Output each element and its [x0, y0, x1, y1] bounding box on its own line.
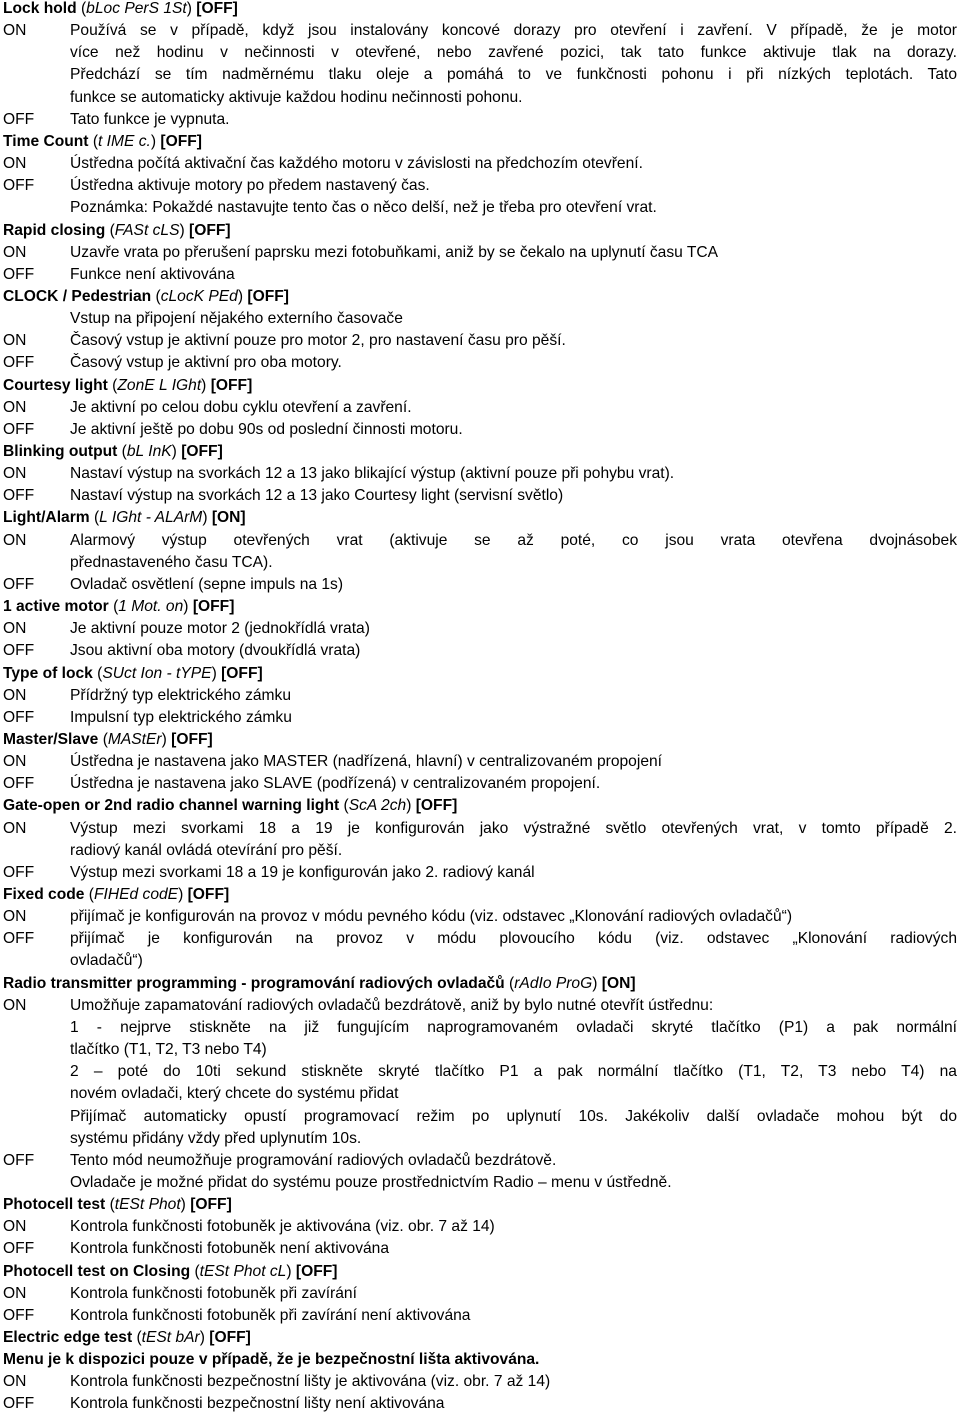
option-text: Vstup na připojení nějakého externího časovače: [70, 310, 403, 328]
option-label: OFF: [3, 265, 35, 283]
display-code: FIHEd codE: [94, 886, 179, 903]
option-label: ON: [3, 531, 27, 549]
option-label: OFF: [3, 708, 35, 726]
option-line: [0, 1083, 960, 1105]
section-heading: [3, 375, 252, 397]
display-code: tESt Phot cL: [199, 1262, 287, 1280]
title-open-paren: (: [151, 287, 161, 305]
option-line: [0, 1371, 960, 1393]
default-value: [OFF]: [188, 598, 235, 615]
section-title: Light/Alarm: [3, 509, 90, 527]
option-line: [0, 685, 960, 707]
option-label: OFF: [3, 775, 35, 793]
title-open-paren: (: [88, 132, 99, 150]
option-text: Výstup mezi svorkami 18 a 19 je konfigurován jako 2. radiový kanál: [70, 863, 535, 881]
section-heading: [3, 1327, 251, 1349]
default-value: [OFF]: [176, 443, 223, 460]
option-line: [0, 264, 960, 286]
section-title: Electric edge test: [3, 1329, 133, 1346]
display-code: tESt bAr: [141, 1329, 200, 1346]
title-close-paren: ): [150, 132, 157, 150]
option-label: OFF: [3, 1151, 35, 1169]
option-label: ON: [3, 908, 27, 926]
option-text: 1 - nejprve stiskněte na již fungujícím naprogramovaném ovladači skryté tlačítko (P1) a pak normální: [70, 1018, 957, 1036]
option-text: Kontrola funkčnosti bezpečnostní lišty není aktivována: [70, 1395, 445, 1413]
option-line: [0, 352, 960, 374]
section-title: CLOCK / Pedestrian: [3, 287, 152, 305]
section-title: Radio transmitter programming - programování radiových ovladačů: [3, 974, 505, 992]
title-open-paren: (: [107, 376, 118, 394]
default-value: [OFF]: [191, 0, 238, 17]
option-label: ON: [3, 753, 27, 771]
option-text: Je aktivní pouze motor 2 (jednokřídlá vrata): [70, 620, 370, 638]
section-title: Courtesy light: [3, 376, 108, 394]
option-label: OFF: [3, 1240, 35, 1258]
title-open-paren: (: [190, 1262, 200, 1280]
option-text: Alarmový výstup otevřených vrat (aktivuje se až poté, co jsou vrata otevřena dvojnásobek: [70, 531, 957, 549]
title-close-paren: ): [406, 797, 412, 815]
section-heading: [3, 729, 213, 751]
option-line: [0, 1039, 960, 1061]
option-line: [0, 87, 960, 109]
title-close-paren: ): [211, 664, 217, 682]
option-line: [0, 485, 960, 507]
title-open-paren: (: [105, 1196, 115, 1214]
option-line: [0, 707, 960, 729]
option-label: ON: [3, 155, 27, 172]
option-text: Tato funkce je vypnuta.: [70, 110, 230, 128]
display-code: ZonE L IGht: [117, 376, 202, 394]
title-close-paren: ): [237, 287, 244, 305]
option-label: OFF: [3, 863, 35, 881]
option-text: Kontrola funkčnosti fotobuněk při zavírání: [70, 1284, 357, 1302]
option-line: [0, 862, 960, 884]
option-text: Impulsní typ elektrického zámku: [70, 708, 292, 726]
option-line: [0, 1061, 960, 1083]
option-label: OFF: [3, 1395, 35, 1413]
option-label: ON: [3, 996, 27, 1014]
title-close-paren: ): [161, 730, 167, 748]
option-line: [0, 950, 960, 972]
section-heading: [3, 131, 202, 153]
option-line: [0, 197, 960, 219]
option-text: Kontrola funkčnosti fotobuněk je aktivována (viz. obr. 7 až 14): [70, 1218, 495, 1236]
option-text: Ústředna je nastavena jako SLAVE (podřízená) v centralizovaném propojení.: [70, 775, 601, 793]
option-text: přijímač je konfigurován na provoz v módu pevného kódu (viz. odstavec „Klonování radiových ovladačů“): [70, 908, 793, 926]
section-heading: [3, 663, 263, 685]
section-heading: [3, 795, 457, 817]
option-line: [0, 1393, 960, 1415]
option-label: OFF: [3, 177, 35, 195]
option-label: ON: [3, 243, 27, 261]
section-heading: [3, 0, 238, 20]
section-heading: [3, 884, 229, 906]
option-label: ON: [3, 465, 27, 483]
display-code: tESt Phot: [114, 1196, 181, 1214]
option-text: Tento mód neumožňuje programování radiových ovladačů bezdrátově.: [70, 1151, 557, 1169]
option-text: Kontrola funkčnosti fotobuněk není aktivována: [70, 1240, 390, 1258]
option-text: tlačítko (T1, T2, T3 nebo T4): [70, 1041, 267, 1058]
section-title: Blinking output: [3, 443, 118, 460]
option-text: Ovladače je možné přidat do systému pouze prostřednictvím Radio – menu v ústředně.: [70, 1173, 672, 1191]
option-text: Časový vstup je aktivní pouze pro motor 2, pro nastavení času pro pěší.: [70, 332, 566, 350]
option-text: systému přidány vždy před uplynutím 10s.: [70, 1129, 362, 1147]
option-label: ON: [3, 686, 27, 704]
option-text: Je aktivní ještě po dobu 90s od poslední činnosti motoru.: [70, 420, 463, 438]
display-code: cLocK PEd: [160, 287, 238, 305]
option-text: Ústředna je nastavena jako MASTER (nadřízená, hlavní) v centralizovaném propojení: [70, 753, 662, 771]
note-text: Menu je k dispozici pouze v případě, že je bezpečnostní lišta aktivována.: [3, 1351, 540, 1369]
option-text: Používá se v případě, když jsou instalovány koncové dorazy pro otevření i zavření. V případě, že je motor: [70, 22, 957, 40]
default-value: [OFF]: [206, 376, 253, 394]
option-text: Nastaví výstup na svorkách 12 a 13 jako Courtesy light (servisní světlo): [70, 487, 564, 505]
option-line: [0, 773, 960, 795]
display-code: t IME c.: [98, 132, 151, 150]
default-value: [OFF]: [216, 664, 263, 682]
option-line: [0, 1238, 960, 1260]
display-code: ScA 2ch: [348, 797, 407, 815]
section-title: Photocell test on Closing: [3, 1262, 191, 1280]
option-line: [0, 1216, 960, 1238]
title-close-paren: ): [186, 0, 192, 17]
option-text: více než hodinu v nečinnosti v otevřené, nebo zavřené pozici, tak tato funkce aktivuje tlak na dorazy.: [70, 44, 957, 62]
title-close-paren: ): [179, 221, 185, 239]
option-text: Funkce není aktivována: [70, 265, 235, 283]
title-open-paren: (: [84, 886, 94, 903]
option-line: [0, 1150, 960, 1172]
section-title: Photocell test: [3, 1196, 106, 1214]
title-open-paren: (: [504, 974, 515, 992]
title-close-paren: ): [199, 1329, 205, 1346]
title-close-paren: ): [178, 886, 184, 903]
option-line: [0, 818, 960, 840]
option-text: Nastaví výstup na svorkách 12 a 13 jako blikající výstup (aktivní pouze při pohybu vrat).: [70, 465, 675, 483]
option-text: novém ovladači, který chcete do systému přidat: [70, 1085, 399, 1103]
option-label: ON: [3, 22, 27, 40]
section-title: Gate-open or 2nd radio channel warning light: [3, 797, 340, 815]
section-heading: [3, 1194, 232, 1216]
option-text: Ovladač osvětlení (sepne impuls na 1s): [70, 575, 344, 593]
display-code: SUct Ion - tYPE: [102, 664, 212, 682]
option-text: Výstup mezi svorkami 18 a 19 je konfigurován jako výstražné světlo otevřených vrat, v tomto případě 2.: [70, 819, 957, 837]
default-value: [OFF]: [411, 797, 458, 815]
title-close-paren: ): [180, 1196, 186, 1214]
option-label: OFF: [3, 110, 35, 128]
title-open-paren: (: [108, 598, 119, 615]
title-close-paren: ): [202, 509, 208, 527]
option-label: OFF: [3, 354, 35, 372]
title-close-paren: ): [201, 376, 207, 394]
option-text: Předchází se tím nadměrnému tlaku oleje a pomáhá to ve funkčnosti pohonu i při nízkých teplotách. Tato: [70, 66, 957, 84]
default-value: [OFF]: [204, 1329, 251, 1346]
section-heading: [3, 1261, 337, 1283]
option-line: [0, 419, 960, 441]
section-heading: [3, 973, 636, 995]
option-text: přednastaveného času TCA).: [70, 553, 273, 571]
section-title: Master/Slave: [3, 730, 99, 748]
option-text: Je aktivní po celou dobu cyklu otevření a zavření.: [70, 398, 412, 416]
title-open-paren: (: [89, 509, 100, 527]
option-line: [0, 1017, 960, 1039]
option-line: [0, 906, 960, 928]
option-text: Přídržný typ elektrického zámku: [70, 686, 291, 704]
option-text: Časový vstup je aktivní pro oba motory.: [70, 354, 342, 372]
title-open-paren: (: [105, 221, 115, 239]
option-line: [0, 1283, 960, 1305]
option-label: ON: [3, 819, 27, 837]
option-label: OFF: [3, 642, 35, 660]
option-line: [0, 840, 960, 862]
option-line: [0, 463, 960, 485]
section-heading: [3, 441, 223, 463]
default-value: [OFF]: [156, 132, 202, 150]
option-text: 2 – poté do 10ti sekund stiskněte skryté tlačítko P1 a pak normální tlačítko (T1, T2, T3 nebo T4) na: [70, 1063, 957, 1081]
option-text: přijímač je konfigurován na provoz v módu plovoucího kódu (viz. odstavec „Klonování radiových: [70, 930, 957, 948]
option-label: ON: [3, 398, 27, 416]
option-line: [0, 242, 960, 264]
option-label: OFF: [3, 1306, 35, 1324]
option-text: funkce se automaticky aktivuje každou hodinu nečinnosti pohonu.: [70, 88, 523, 106]
option-label: OFF: [3, 420, 35, 438]
display-code: L IGht - ALArM: [99, 509, 203, 527]
default-value: [OFF]: [291, 1262, 338, 1280]
option-line: [0, 618, 960, 640]
option-line: [0, 574, 960, 596]
default-value: [OFF]: [243, 287, 289, 305]
option-line: [0, 928, 960, 950]
option-label: OFF: [3, 575, 35, 593]
default-value: [OFF]: [185, 1196, 232, 1214]
title-close-paren: ): [286, 1262, 292, 1280]
option-label: OFF: [3, 487, 35, 505]
option-label: ON: [3, 620, 27, 638]
title-close-paren: ): [183, 598, 189, 615]
option-line: [0, 640, 960, 662]
option-text: Přijímač automaticky opustí programovací režim po uplynutí 10s. Jakékoliv další ovladače mohou být do: [70, 1107, 957, 1125]
option-line: [0, 397, 960, 419]
title-open-paren: (: [98, 730, 108, 748]
option-text: Poznámka: Pokaždé nastavujte tento čas o něco delší, než je třeba pro otevření vrat.: [70, 199, 657, 217]
option-text: Kontrola funkčnosti bezpečnostní lišty je aktivována (viz. obr. 7 až 14): [70, 1373, 551, 1391]
option-line: [0, 109, 960, 131]
option-label: OFF: [3, 930, 35, 948]
display-code: MAStEr: [107, 730, 162, 748]
option-label: ON: [3, 332, 27, 350]
default-value: [OFF]: [183, 886, 230, 903]
option-text: radiový kanál ovládá otevírání pro pěší.: [70, 841, 343, 859]
section-title: Time Count: [3, 132, 89, 150]
section-heading: [3, 220, 231, 242]
option-line: [0, 20, 960, 42]
section-heading: [3, 596, 234, 618]
option-line: [0, 308, 960, 330]
option-text: Ústředna počítá aktivační čas každého motoru v závislosti na předchozím otevření.: [70, 155, 643, 172]
display-code: 1 Mot. on: [118, 598, 184, 615]
option-line: [0, 64, 960, 86]
option-label: ON: [3, 1284, 27, 1302]
option-line: [0, 42, 960, 64]
display-code: bLoc PerS 1St: [86, 0, 187, 17]
option-text: Umožňuje zapamatování radiových ovladačů bezdrátově, aniž by bylo nutné otevřít ústřednu:: [70, 996, 714, 1014]
display-code: FASt cLS: [114, 221, 180, 239]
title-close-paren: ): [592, 974, 598, 992]
title-open-paren: (: [132, 1329, 142, 1346]
option-text: Uzavře vrata po přerušení paprsku mezi fotobuňkami, aniž by se čekalo na uplynutí času TCA: [70, 243, 719, 261]
option-line: [0, 330, 960, 352]
option-line: [0, 153, 960, 175]
option-line: [0, 1305, 960, 1327]
default-value: [OFF]: [166, 730, 213, 748]
option-label: ON: [3, 1218, 27, 1236]
option-text: Jsou aktivní oba motory (dvoukřídlá vrata): [70, 642, 361, 660]
default-value: [ON]: [597, 974, 636, 992]
option-line: [0, 1172, 960, 1194]
display-code: rAdIo ProG: [514, 974, 593, 992]
option-line: [0, 530, 960, 552]
section-title: 1 active motor: [3, 598, 109, 615]
option-line: [0, 995, 960, 1017]
section-heading: [3, 507, 246, 529]
section-title: Fixed code: [3, 886, 85, 903]
option-text: ovladačů“): [70, 952, 143, 970]
option-line: [0, 175, 960, 197]
title-close-paren: ): [171, 443, 177, 460]
option-label: ON: [3, 1373, 27, 1391]
title-open-paren: (: [117, 443, 127, 460]
section-heading: [3, 286, 289, 308]
default-value: [OFF]: [184, 221, 231, 239]
option-line: [0, 552, 960, 574]
option-text: Ústředna aktivuje motory po předem nastavený čas.: [70, 177, 430, 195]
option-line: [0, 1106, 960, 1128]
option-line: [0, 751, 960, 773]
option-line: [0, 1128, 960, 1150]
section-note: [3, 1349, 539, 1371]
section-title: Type of lock: [3, 664, 93, 682]
section-title: Lock hold: [3, 0, 77, 17]
section-title: Rapid closing: [3, 221, 106, 239]
title-open-paren: (: [76, 0, 87, 17]
display-code: bL InK: [126, 443, 172, 460]
title-open-paren: (: [339, 797, 349, 815]
title-open-paren: (: [92, 664, 103, 682]
default-value: [ON]: [207, 509, 246, 527]
option-text: Kontrola funkčnosti fotobuněk při zavírání není aktivována: [70, 1306, 471, 1324]
